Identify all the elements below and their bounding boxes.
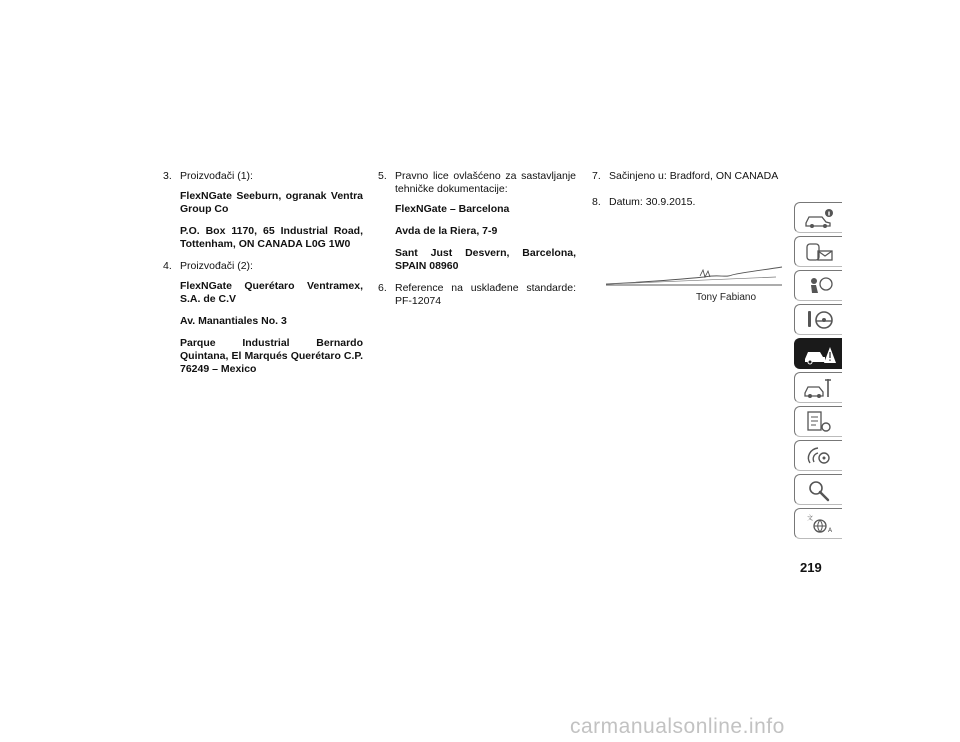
tab-index[interactable] [794,474,842,505]
page-number: 219 [800,560,822,575]
multimedia-icon [802,443,836,469]
list-item-4 [163,260,363,273]
car-service-icon [802,375,836,401]
item-text: Proizvođači (1): [180,170,253,182]
item-text: Pravno lice ovlašćeno za sastavljanje tehničke dokumentacije: [395,170,576,195]
item-number: 6. [378,282,387,294]
airbag-safety-icon [802,273,836,299]
item-text: Datum: 30.9.2015. [609,196,696,208]
item-number: 5. [378,170,387,182]
svg-text:文: 文 [806,514,813,522]
manufacturer-2-name: FlexNGate Querétaro Ventramex, S.A. de C.V [180,280,363,305]
warning-car-icon [802,341,836,367]
item-text: Reference na usklađene standarde: PF-12074 [395,282,576,307]
car-info-icon [802,205,836,231]
language-icon [802,511,836,537]
chapter-tabs [794,202,842,542]
manufacturer-1-address: P.O. Box 1170, 65 Industrial Road, Tottenham, ON CANADA L0G 1W0 [180,225,363,250]
manufacturer-2-address: Parque Industrial Bernardo Quintana, El Marqués Querétaro C.P. 76249 – Mexico [180,337,363,375]
list-item-7 [592,170,782,183]
manufacturer-1-name: FlexNGate Seeburn, ogranak Ventra Group Co [180,190,363,215]
tab-technical-specs[interactable] [794,406,842,437]
maintenance-list-icon [802,409,836,435]
tab-multimedia[interactable] [794,440,842,471]
tab-vehicle-info[interactable] [794,202,842,233]
item-text: Sačinjeno u: Bradford, ON CANADA [609,170,779,182]
legal-entity-city: Sant Just Desvern, Barcelona, SPAIN 08960 [395,247,576,272]
search-icon [802,477,836,503]
tab-servicing[interactable] [794,372,842,403]
list-item-5 [378,170,576,196]
tab-languages[interactable] [794,508,842,539]
watermark: carmanualsonline.info [570,715,785,738]
list-item-8 [592,196,782,209]
item-number: 3. [163,170,172,182]
manufacturer-2-street: Av. Manantiales No. 3 [180,315,287,327]
key-envelope-icon [802,239,836,265]
steering-wheel-icon [802,307,836,333]
tab-safety[interactable] [794,270,842,301]
signature-name: Tony Fabiano [696,292,757,303]
tab-starting-operating[interactable] [794,304,842,335]
legal-entity-street: Avda de la Riera, 7-9 [395,225,498,237]
item-text: Proizvođači (2): [180,260,253,272]
item-number: 4. [163,260,172,272]
handwritten-signature [604,262,784,307]
item-number: 8. [592,196,601,208]
list-item-6 [378,282,576,308]
column-1 [163,170,363,385]
item-number: 7. [592,170,601,182]
tab-emergency[interactable] [794,338,842,369]
column-3 [592,170,782,216]
svg-text:A: A [827,526,832,534]
list-item-3 [163,170,363,183]
legal-entity-name: FlexNGate – Barcelona [395,203,510,215]
tab-getting-to-know[interactable] [794,236,842,267]
column-2 [378,170,576,315]
